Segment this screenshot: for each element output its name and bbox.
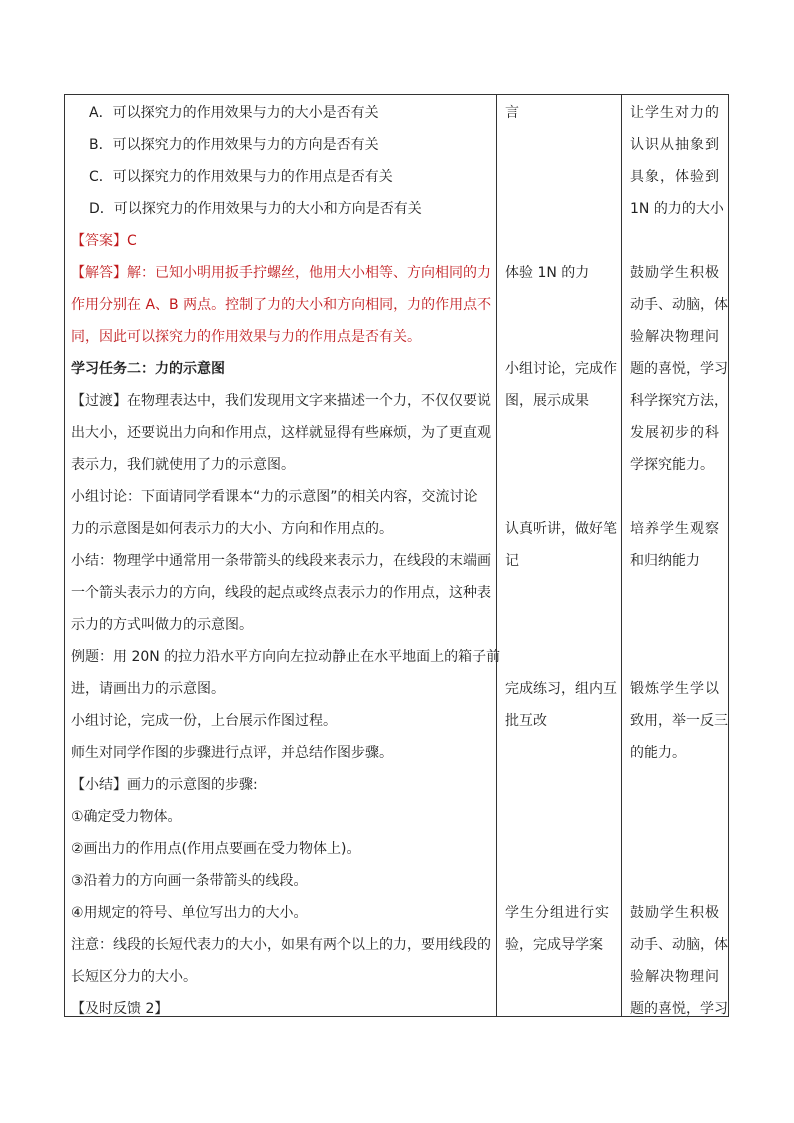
design-intent-line: 学探究能力。	[630, 457, 714, 473]
design-intent-line: 鼓励学生积极	[630, 265, 720, 281]
design-intent-line: 致用，举一反三	[630, 713, 728, 729]
design-intent-line: 让学生对力的	[630, 105, 720, 121]
content-line: 【及时反馈 2】	[71, 1001, 169, 1017]
content-line: 小组讨论，完成一份，上台展示作图过程。	[71, 713, 337, 729]
content-line: 【过渡】在物理表达中，我们发现用文字来描述一个力，不仅仅要说	[71, 393, 491, 409]
content-line: 示力的方式叫做力的示意图。	[71, 617, 253, 633]
content-line: D．可以探究力的作用效果与力的大小和方向是否有关	[89, 201, 422, 217]
student-activity-line: 小组讨论，完成作	[505, 361, 617, 377]
design-intent-line: 锻炼学生学以	[630, 681, 720, 697]
design-intent-line: 鼓励学生积极	[630, 905, 720, 921]
content-line: 表示力，我们就使用了力的示意图。	[71, 457, 295, 473]
content-line: 【解答】解：已知小明用扳手拧螺丝，他用大小相等、方向相同的力	[71, 265, 491, 281]
content-line: ④用规定的符号、单位写出力的大小。	[71, 905, 308, 921]
content-line: 小组讨论：下面请同学看课本“力的示意图”的相关内容，交流讨论	[71, 489, 478, 505]
content-line: 小结：物理学中通常用一条带箭头的线段来表示力，在线段的末端画	[71, 553, 491, 569]
content-line: 【小结】画力的示意图的步骤:	[71, 777, 258, 793]
student-activity-line: 体验 1N 的力	[505, 265, 590, 281]
design-intent-line: 验解决物理问	[630, 969, 720, 985]
content-line: ①确定受力物体。	[71, 809, 182, 825]
design-intent-line: 题的喜悦，学习	[630, 361, 728, 377]
content-line: A．可以探究力的作用效果与力的大小是否有关	[89, 105, 379, 121]
student-activity-line: 验，完成导学案	[505, 937, 603, 953]
design-intent-line: 具象，体验到	[630, 169, 720, 185]
design-intent-line: 的能力。	[630, 745, 686, 761]
content-line: 一个箭头表示力的方向，线段的起点或终点表示力的作用点，这种表	[71, 585, 491, 601]
content-line: 作用分别在 A、B 两点。控制了力的大小和方向相同，力的作用点不	[71, 297, 492, 313]
lesson-table	[64, 94, 729, 1017]
design-intent-line: 验解决物理问	[630, 329, 720, 345]
content-line: 出大小，还要说出力向和作用点，这样就显得有些麻烦，为了更直观	[71, 425, 491, 441]
design-intent-line: 和归纳能力	[630, 553, 700, 569]
teaching-content-column	[65, 95, 501, 1017]
content-line: 力的示意图是如何表示力的大小、方向和作用点的。	[71, 521, 393, 537]
student-activity-line: 认真听讲，做好笔	[505, 521, 617, 537]
content-line: 同，因此可以探究力的作用效果与力的作用点是否有关。	[71, 329, 421, 345]
content-line: B．可以探究力的作用效果与力的方向是否有关	[89, 137, 379, 153]
student-activity-column	[497, 95, 621, 1016]
design-intent-line: 认识从抽象到	[630, 137, 720, 153]
student-activity-line: 记	[505, 553, 519, 569]
content-line: ③沿着力的方向画一条带箭头的线段。	[71, 873, 308, 889]
student-activity-line: 言	[505, 105, 519, 121]
design-intent-line: 题的喜悦，学习	[630, 1001, 728, 1017]
content-line: 【答案】C	[71, 233, 137, 249]
student-activity-line: 图，展示成果	[505, 393, 589, 409]
design-intent-column	[622, 95, 730, 1016]
design-intent-line: 发展初步的科	[630, 425, 720, 441]
content-line: 进，请画出力的示意图。	[71, 681, 225, 697]
content-line: ②画出力的作用点(作用点要画在受力物体上)。	[71, 841, 361, 857]
design-intent-line: 动手、动脑，体	[630, 937, 728, 953]
content-line: C．可以探究力的作用效果与力的作用点是否有关	[89, 169, 393, 185]
content-line: 注意：线段的长短代表力的大小，如果有两个以上的力，要用线段的	[71, 937, 491, 953]
content-line: 长短区分力的大小。	[71, 969, 197, 985]
content-line: 师生对同学作图的步骤进行点评，并总结作图步骤。	[71, 745, 393, 761]
design-intent-line: 培养学生观察	[630, 521, 720, 537]
student-activity-line: 完成练习，组内互	[505, 681, 617, 697]
content-line: 例题：用 20N 的拉力沿水平方向向左拉动静止在水平地面上的箱子前	[71, 649, 501, 665]
design-intent-line: 动手、动脑，体	[630, 297, 728, 313]
design-intent-line: 科学探究方法，	[630, 393, 728, 409]
design-intent-line: 1N 的力的大小	[630, 201, 724, 217]
student-activity-line: 学生分组进行实	[505, 905, 610, 921]
section-heading: 学习任务二：力的示意图	[71, 361, 225, 377]
student-activity-line: 批互改	[505, 713, 547, 729]
